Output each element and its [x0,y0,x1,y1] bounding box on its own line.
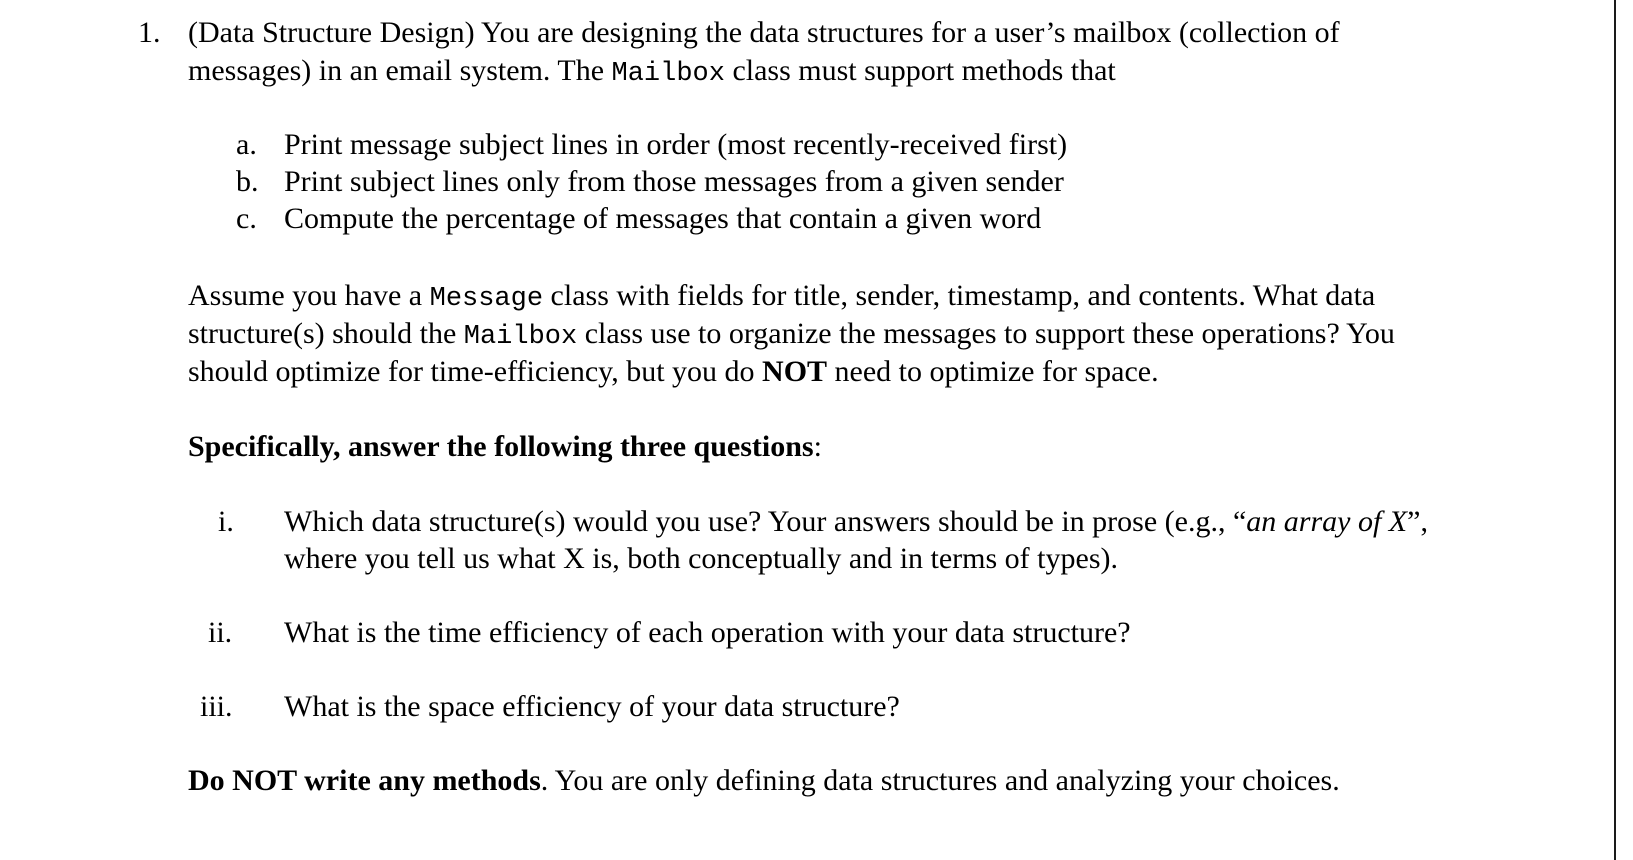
mailbox-code-term-2: Mailbox [463,322,578,352]
sub-question-i-line-2: where you tell us what X is, both conceptually and in terms of types). [284,542,1118,575]
sub-question-i-line-1-pre: Which data structure(s) would you use? Your answers should be in prose (e.g., “ [284,505,1247,538]
assume-line-1-post: class with fields for title, sender, timestamp, and contents. What data [543,279,1376,312]
intro-line-2 [188,52,1116,93]
sub-question-iii-text: What is the space efficiency of your data structure? [284,690,900,723]
specifically-bold: Specifically, answer the following three questions [188,430,814,463]
page-edge-divider [1614,0,1616,860]
closing-bold: Do NOT write any methods [188,764,541,797]
mailbox-code-term: Mailbox [611,59,725,89]
question-number: 1. [138,16,161,49]
closing-post: . You are only defining data structures and analyzing your choices. [540,764,1340,797]
sub-question-i-line-1-post: ”, [1407,505,1428,538]
operation-c-text: Compute the percentage of messages that contain a given word [284,202,1042,235]
operation-c-marker: c. [236,202,257,235]
sub-question-ii-marker: ii. [208,616,233,649]
assume-line-3 [188,353,1159,391]
closing-instruction [188,762,1340,800]
intro-line-1 [188,14,1340,52]
operation-a-marker: a. [236,128,257,161]
assume-line-3-pre: should optimize for time-efficiency, but you do [188,355,763,388]
sub-question-iii-marker: iii. [200,690,233,723]
not-emphasis: NOT [762,355,828,388]
assume-line-1-pre: Assume you have a [188,279,430,312]
assume-line-2-post: class use to organize the messages to support these operations? You [577,317,1395,350]
sub-question-i-marker: i. [218,505,234,538]
array-of-x-italic: an array of X [1246,505,1408,538]
specifically-heading [188,428,822,466]
intro-line-1-text: (Data Structure Design) You are designing the data structures for a user’s mailbox (collection of [188,16,1340,49]
specifically-colon: : [813,430,822,463]
sub-question-i-line-1 [284,503,1428,541]
operation-a-text: Print message subject lines in order (most recently-received first) [284,128,1068,161]
assume-line-2 [188,315,1395,356]
operation-b-text: Print subject lines only from those messages from a given sender [284,165,1064,198]
operation-b-marker: b. [236,165,259,198]
assume-line-1 [188,277,1375,318]
message-code-term: Message [429,284,544,314]
assume-line-3-post: need to optimize for space. [827,355,1159,388]
sub-question-ii-text: What is the time efficiency of each operation with your data structure? [284,616,1131,649]
intro-line-2-pre: messages) in an email system. The [188,54,612,87]
assume-line-2-pre: structure(s) should the [188,317,464,350]
intro-line-2-post: class must support methods that [724,54,1116,87]
